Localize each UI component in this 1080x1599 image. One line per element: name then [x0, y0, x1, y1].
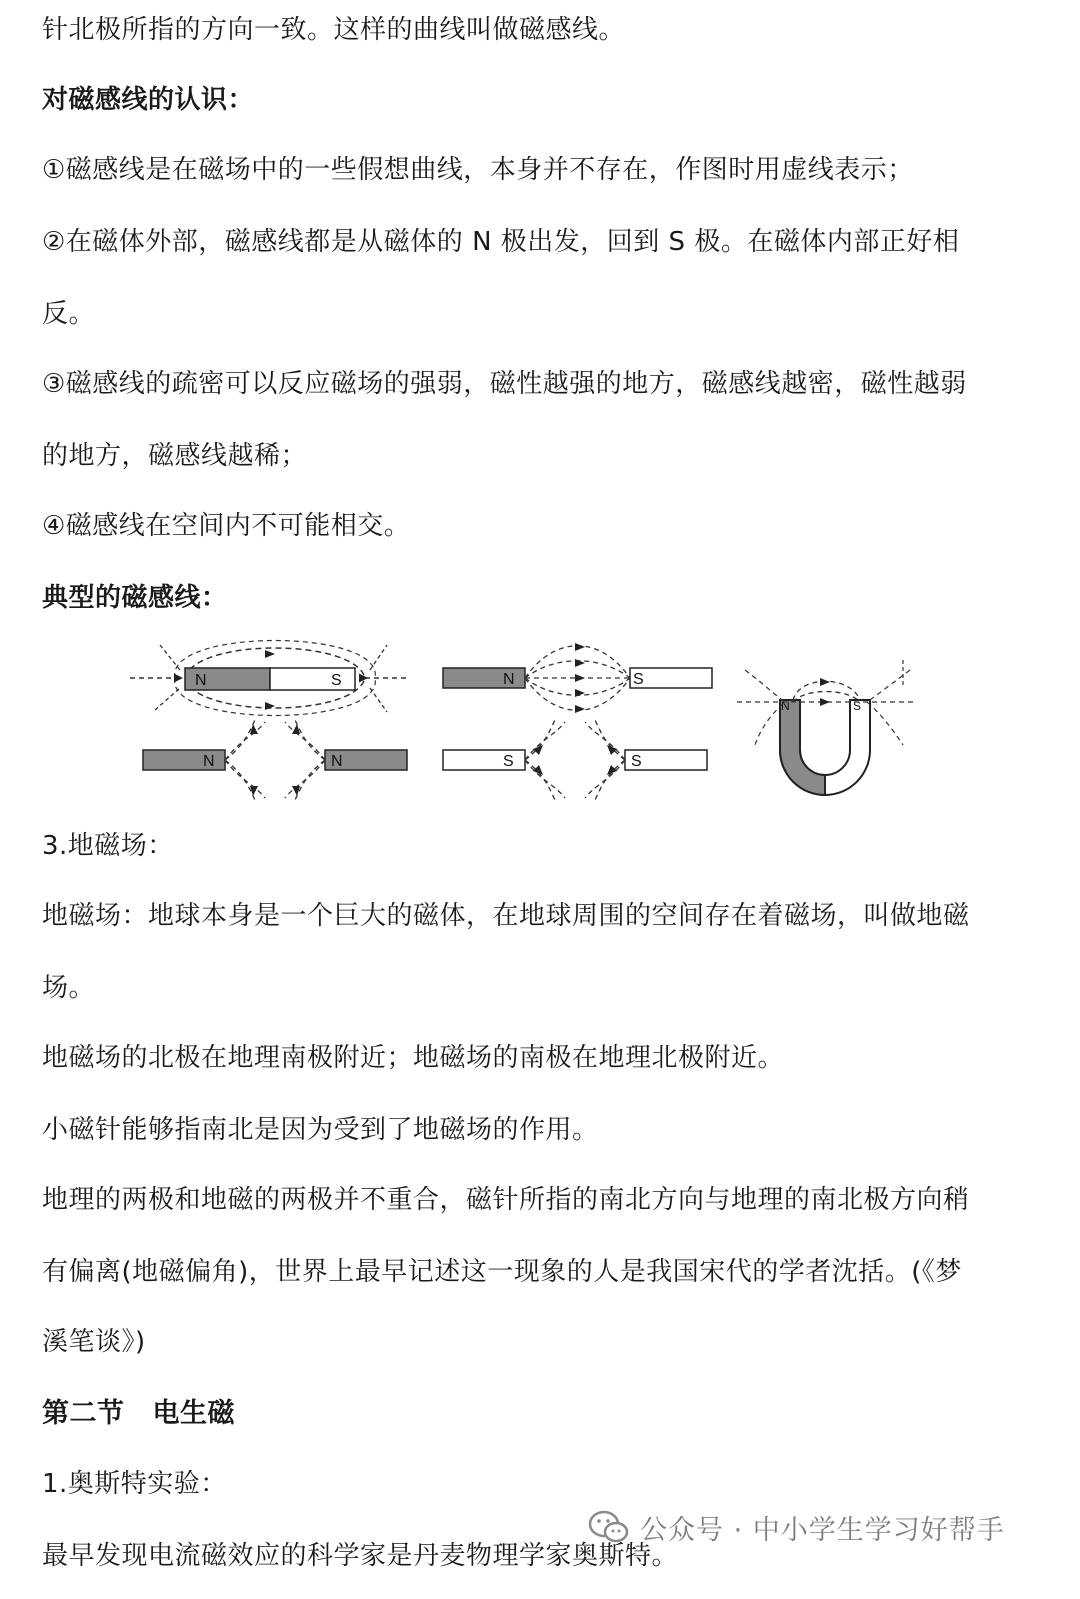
pole-label-n: N	[203, 753, 215, 770]
list-item-2: ②在磁体外部，磁感线都是从磁体的 N 极出发，回到 S 极。在磁体内部正好相	[42, 227, 960, 257]
wechat-icon	[588, 1509, 630, 1545]
section-number: 第二节	[42, 1398, 125, 1429]
watermark	[588, 1507, 1005, 1547]
magnetic-field-lines-figure	[125, 630, 935, 810]
text-line: 有偏离(地磁偏角)，世界上最早记述这一现象的人是我国宋代的学者沈括。(《梦	[42, 1257, 962, 1287]
list-item-3-cont: 的地方，磁感线越稀；	[42, 441, 308, 471]
pole-label-n: N	[195, 672, 207, 689]
text-line: 地磁场：地球本身是一个巨大的磁体，在地球周围的空间存在着磁场，叫做地磁	[42, 901, 970, 931]
text-line: 针北极所指的方向一致。这样的曲线叫做磁感线。	[42, 15, 626, 45]
pole-label-n: N	[781, 699, 790, 713]
attracting-magnets-field-diagram	[443, 643, 712, 713]
text-line: 最早发现电流磁效应的科学家是丹麦物理学家奥斯特。	[42, 1541, 679, 1571]
pole-label-n: N	[331, 753, 343, 770]
text-line: 场。	[42, 973, 96, 1003]
list-item-1: ①磁感线是在磁场中的一些假想曲线，本身并不存在，作图时用虚线表示；	[42, 155, 914, 185]
section-heading	[42, 1396, 235, 1432]
text-line: 地理的两极和地磁的两极并不重合，磁针所指的南北方向与地理的南北极方向稍	[42, 1185, 970, 1215]
watermark-text: 公众号 · 中小学生学习好帮手	[640, 1514, 1005, 1546]
pole-label-s: S	[853, 699, 862, 713]
repelling-south-poles-diagram	[443, 720, 707, 800]
text-line: 小磁针能够指南北是因为受到了地磁场的作用。	[42, 1115, 599, 1145]
section-title: 电生磁	[152, 1398, 235, 1429]
subsection-heading: 1.奥斯特实验：	[42, 1469, 227, 1499]
pole-label-s: S	[631, 753, 642, 770]
repelling-north-poles-diagram	[143, 720, 407, 800]
pole-label-s: S	[331, 672, 342, 689]
text-line: 溪笔谈》)	[42, 1327, 146, 1357]
section-heading-geomagnetism: 3.地磁场：	[42, 831, 174, 861]
pole-label-n: N	[503, 671, 515, 688]
list-item-2-cont: 反。	[42, 299, 96, 329]
subheading: 对磁感线的认识：	[42, 85, 255, 115]
pole-label-s: S	[503, 753, 514, 770]
pole-label-s: S	[633, 671, 644, 688]
text-line: 地磁场的北极在地理南极附近；地磁场的南极在地理北极附近。	[42, 1043, 785, 1073]
bar-magnet-field-diagram	[130, 641, 410, 716]
subheading-typical: 典型的磁感线：	[42, 583, 228, 613]
list-item-3: ③磁感线的疏密可以反应磁场的强弱，磁性越强的地方，磁感线越密，磁性越弱	[42, 369, 967, 399]
horseshoe-magnet-field-diagram	[737, 660, 915, 795]
list-item-4: ④磁感线在空间内不可能相交。	[42, 511, 411, 541]
